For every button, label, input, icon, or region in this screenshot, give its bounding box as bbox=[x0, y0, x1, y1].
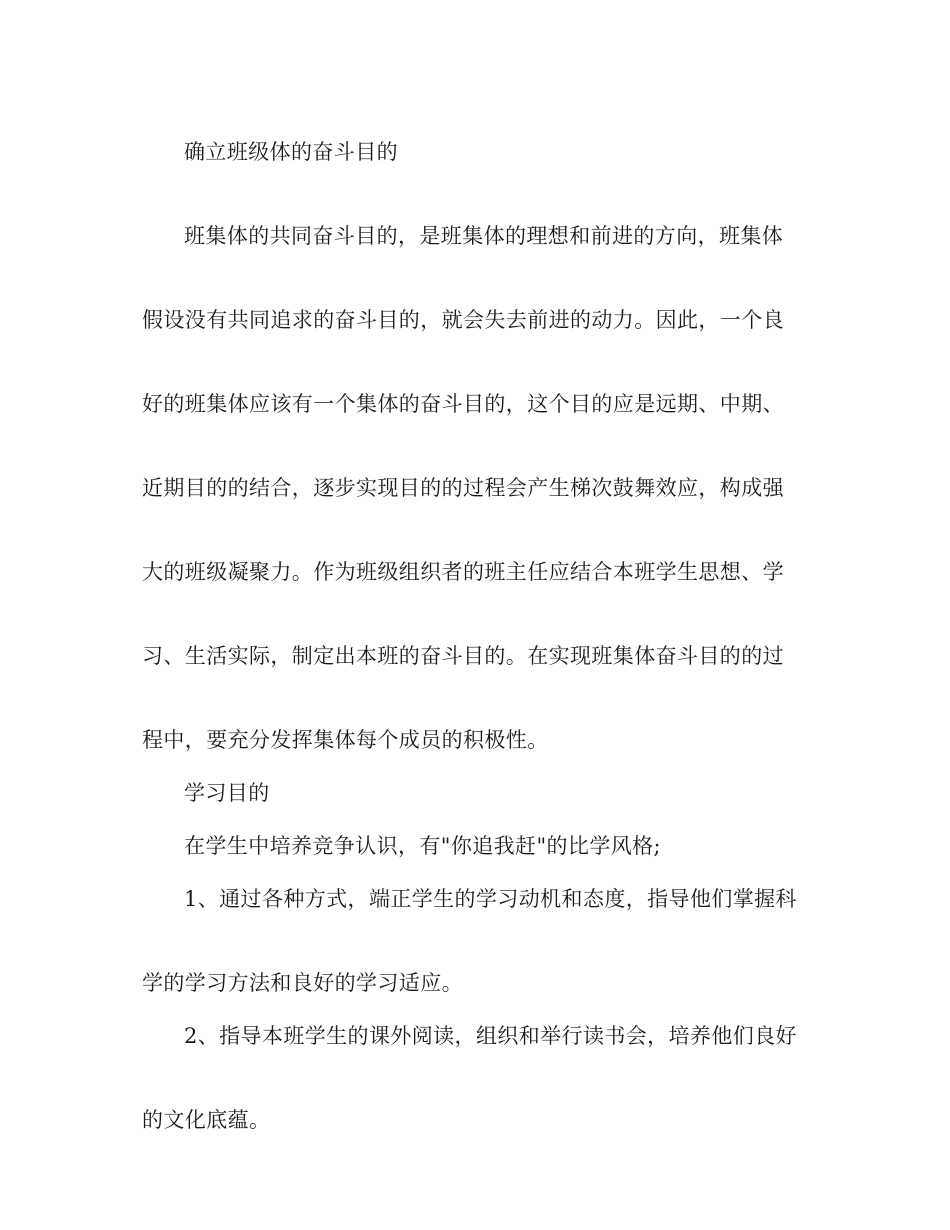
paragraph-line: 在学生中培养竞争认识，有"你追我赶"的比学风格; bbox=[184, 834, 661, 858]
paragraph-line: 近期目的的结合，逐步实现目的的过程会产生梯次鼓舞效应，构成强 bbox=[142, 476, 784, 500]
paragraph-line: 程中，要充分发挥集体每个成员的积极性。 bbox=[142, 728, 549, 752]
list-item-line: 1、通过各种方式，端正学生的学习动机和态度，指导他们掌握科 bbox=[184, 887, 797, 911]
list-item-line: 学的学习方法和良好的学习适应。 bbox=[142, 971, 463, 995]
section-heading: 确立班级体的奋斗目的 bbox=[184, 140, 398, 164]
document-body bbox=[142, 132, 808, 1140]
paragraph-line: 假设没有共同追求的奋斗目的，就会失去前进的动力。因此，一个良 bbox=[142, 308, 784, 332]
list-item-line: 的文化底蕴。 bbox=[142, 1108, 271, 1132]
paragraph-line: 大的班级凝聚力。作为班级组织者的班主任应结合本班学生思想、学 bbox=[142, 560, 784, 584]
section-heading: 学习目的 bbox=[184, 781, 270, 805]
list-item-line: 2、指导本班学生的课外阅读，组织和举行读书会，培养他们良好 bbox=[184, 1024, 797, 1048]
paragraph-line: 好的班集体应该有一个集体的奋斗目的，这个目的应是远期、中期、 bbox=[142, 392, 784, 416]
paragraph-line: 班集体的共同奋斗目的，是班集体的理想和前进的方向，班集体 bbox=[184, 224, 784, 248]
paragraph-line: 习、生活实际，制定出本班的奋斗目的。在实现班集体奋斗目的的过 bbox=[142, 644, 784, 668]
